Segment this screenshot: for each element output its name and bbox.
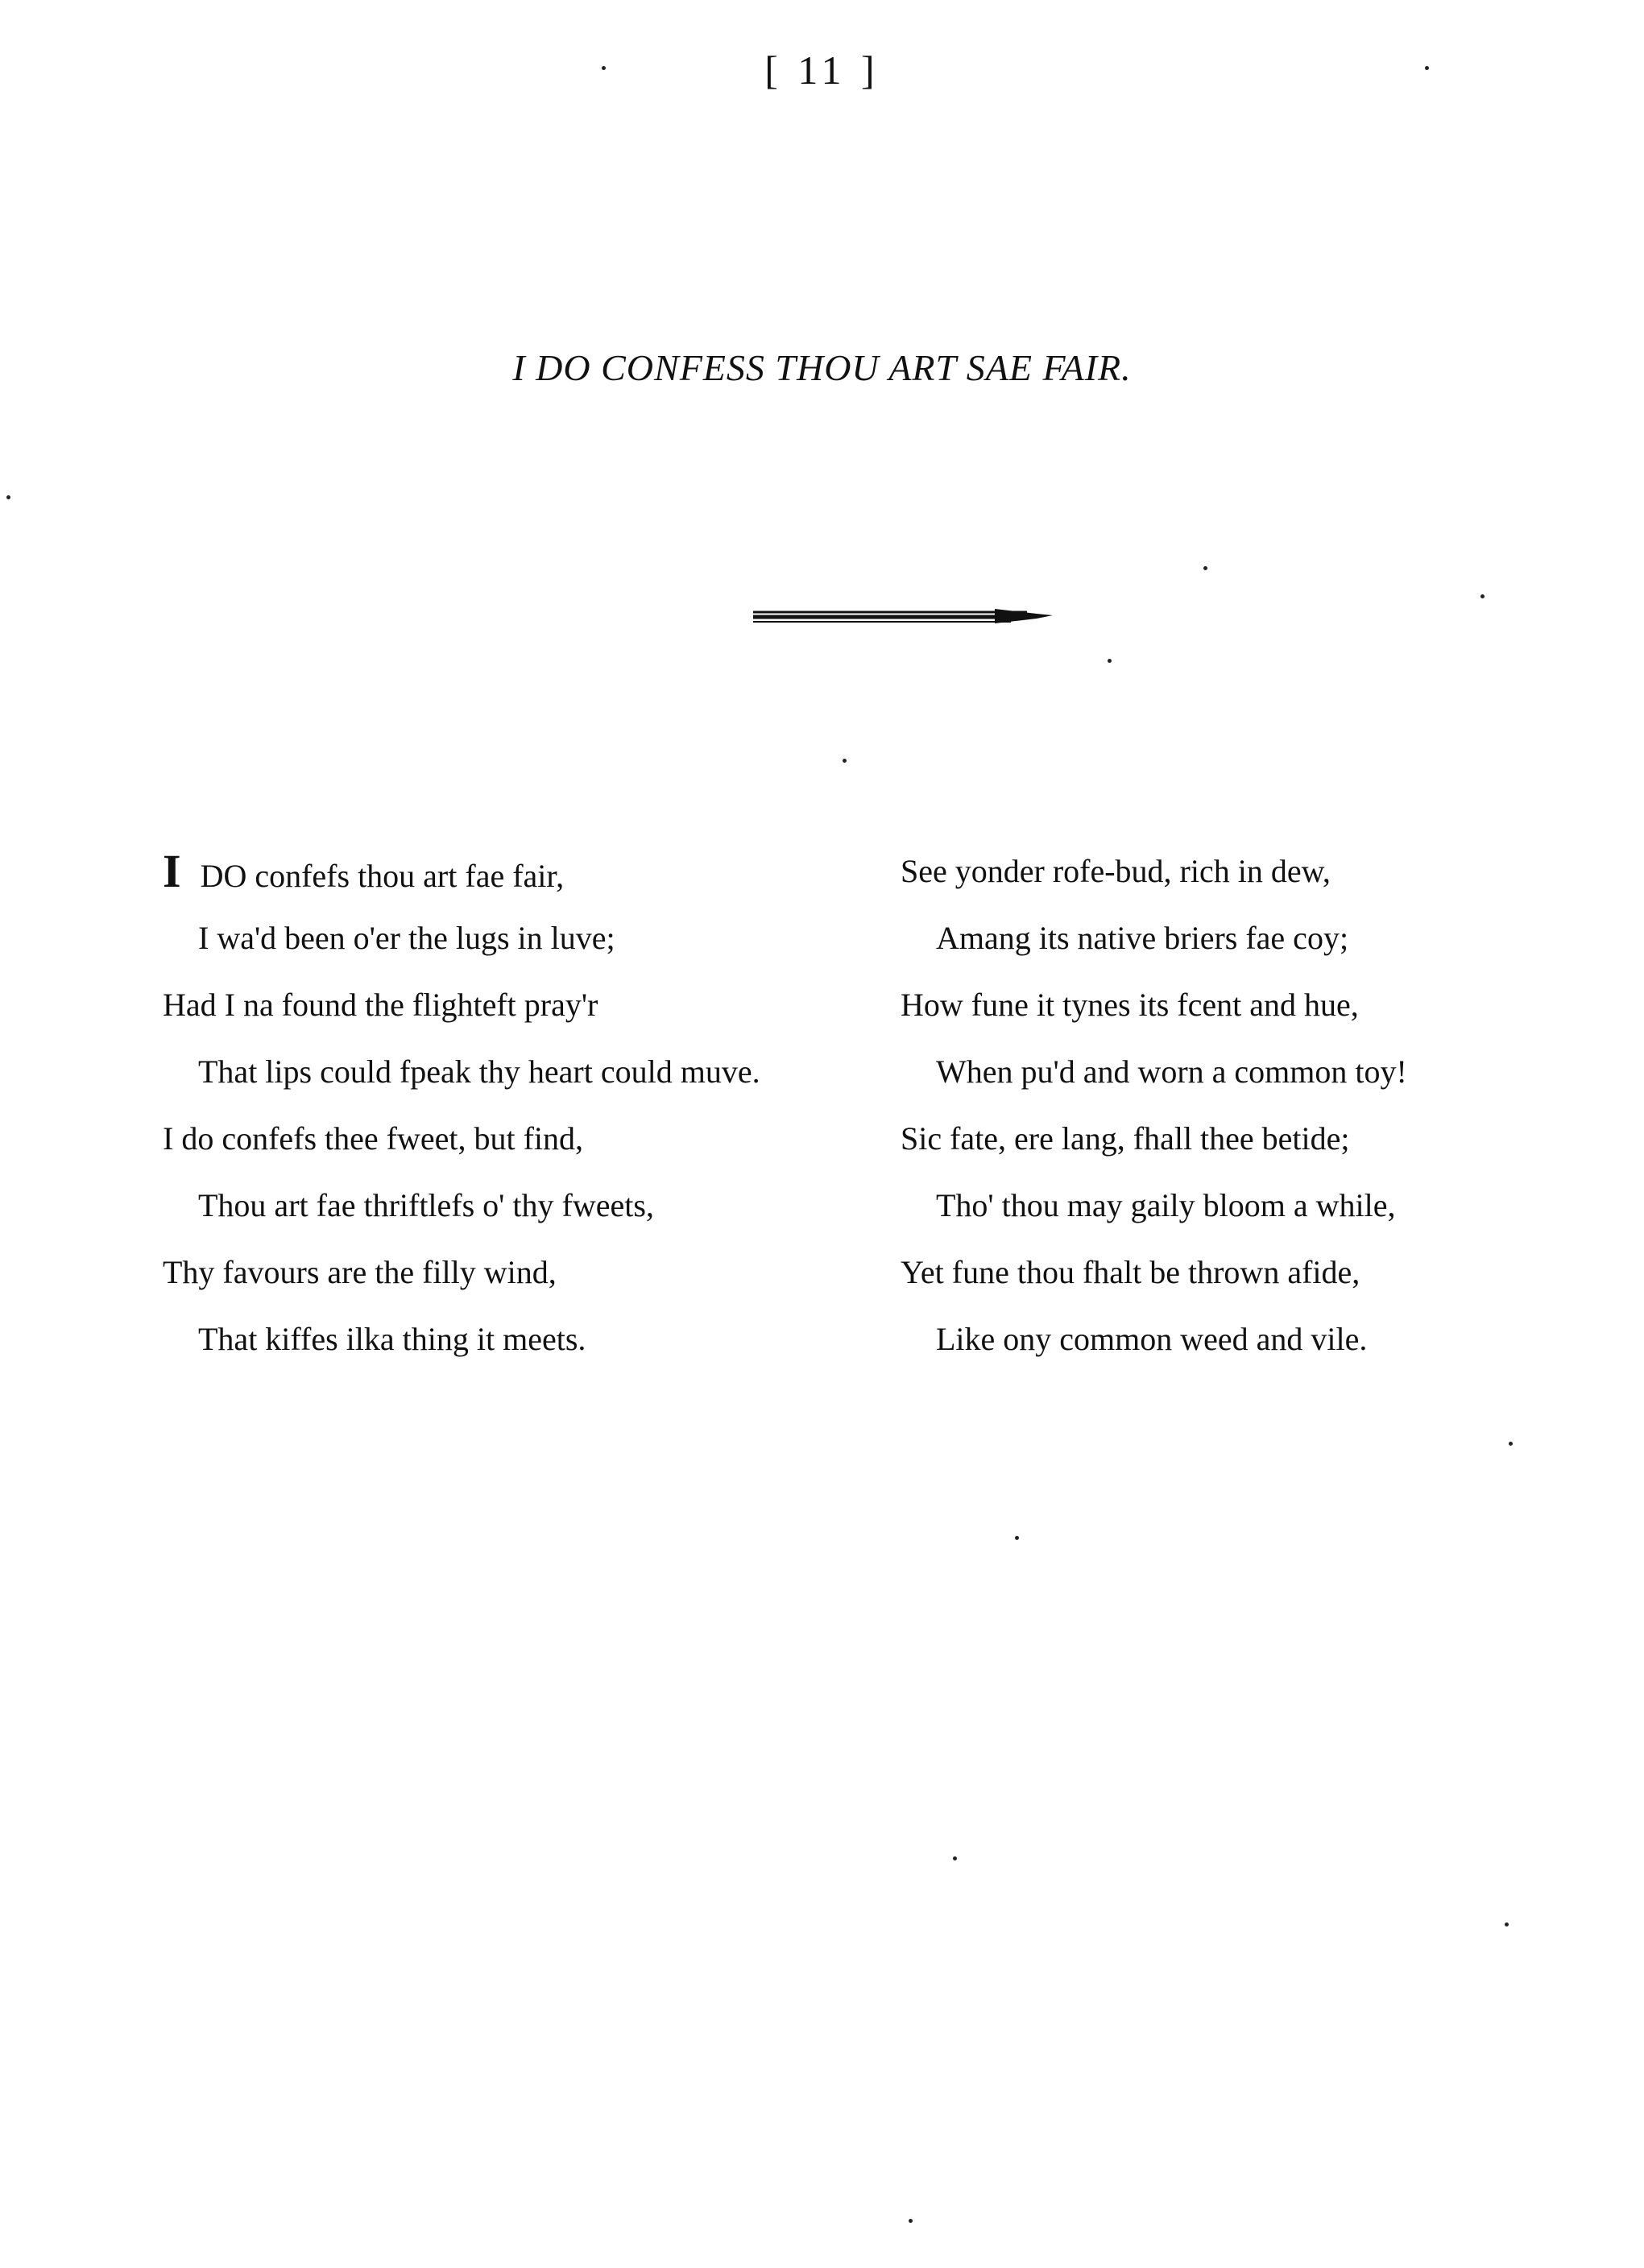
poem-line-14: Tho' thou may gaily bloom a while, <box>936 1187 1396 1223</box>
poem-right-column <box>901 838 1593 1372</box>
scan-speck <box>909 2219 913 2223</box>
poem-line-5: I do confefs thee fweet, but find, <box>163 1120 584 1157</box>
scan-speck <box>1108 659 1112 663</box>
poem-line-16: Like ony common weed and vile. <box>936 1321 1368 1357</box>
rule-ornament-icon <box>753 606 1059 625</box>
poem-line-8: That kiffes ilka thing it meets. <box>198 1321 586 1357</box>
poem-line-6: Thou art fae thriftlefs o' thy fweets, <box>198 1187 654 1223</box>
scan-speck <box>843 759 847 763</box>
scan-speck <box>1015 1536 1019 1540</box>
scan-speck <box>6 495 10 499</box>
scan-speck <box>1203 566 1207 570</box>
scan-speck <box>602 66 606 70</box>
poem-line-1 <box>163 838 855 904</box>
poem-line-2: I wa'd been o'er the lugs in luve; <box>198 920 615 956</box>
poem-line-7: Thy favours are the filly wind, <box>163 1254 557 1290</box>
poem-title: I DO CONFESS THOU ART SAE FAIR. <box>512 347 1132 388</box>
scan-speck <box>1505 1922 1509 1927</box>
poem-line-11: How fune it tynes its fcent and hue, <box>901 987 1359 1023</box>
scan-speck <box>1480 594 1485 598</box>
poem-left-column <box>163 838 855 1372</box>
drop-cap: I <box>163 845 181 897</box>
poem-line-15: Yet fune thou fhalt be thrown afide, <box>901 1254 1360 1290</box>
scan-speck <box>953 1856 957 1860</box>
poem-line-1-text: DO confefs thou art fae fair, <box>192 858 565 894</box>
poem-line-3: Had I na found the flighteft pray'r <box>163 987 598 1023</box>
scan-speck <box>1425 66 1429 70</box>
poem-line-12: When pu'd and worn a common toy! <box>936 1053 1407 1090</box>
page-number: [ 11 ] <box>764 48 880 93</box>
poem-line-4: That lips could fpeak thy heart could muve. <box>198 1053 760 1090</box>
poem-line-13: Sic fate, ere lang, fhall thee betide; <box>901 1120 1350 1157</box>
poem-line-9: See yonder rofe-bud, rich in dew, <box>901 853 1331 889</box>
scan-speck <box>1509 1442 1513 1446</box>
poem-line-10: Amang its native briers fae coy; <box>936 920 1349 956</box>
